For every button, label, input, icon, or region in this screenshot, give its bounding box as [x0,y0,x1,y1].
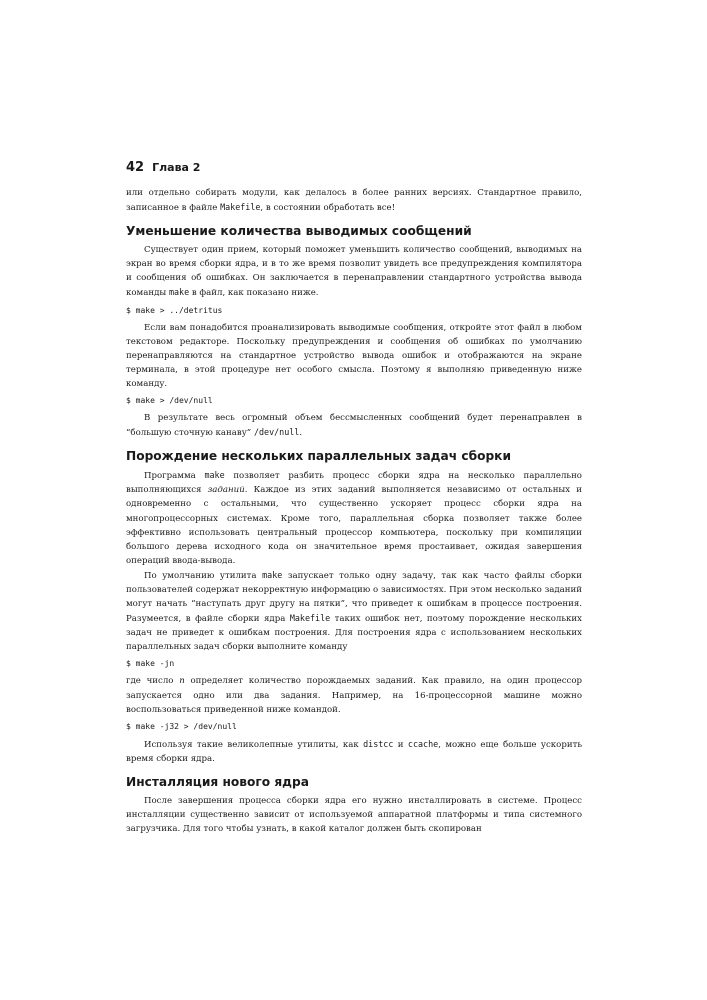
paragraph [126,568,582,655]
page-content [126,156,582,836]
text-run: Программа [144,471,205,482]
page-number: 42 [126,160,145,175]
text-run: Используя такие великолепные утилиты, как [144,739,364,750]
text-run: Существует один прием, который поможет уменьшить количество сообщений, выводимых на экран во время сборки ядра, и в то же время позволит увидеть все предупреждения компилятора и сообщения об ошибках. Он заключается в перенаправлении стандартного устройства вывода команды [126,245,582,299]
text-run: , можно еще больше ускорить время сборки ядра. [126,739,583,764]
text-run: и [393,739,408,750]
section-heading-reduce-output: Уменьшение количества выводимых сообщений [126,224,472,239]
code-inline: distcc [363,738,394,749]
paragraph: Если вам понадобится проанализировать выводимые сообщения, откройте этот файл в любом текстовом редакторе. Поскольку предупреждения и сообщения об ошибках по умолчанию перенаправляются на стандартное устройство вывода ошибок и отображаются на экране терминала, в этой процедуре нет особого смысла. Поэтому я выполняю приведенную ниже команду. [126,322,582,389]
code-inline: Makefile [220,202,261,213]
code-block: $ make > /dev/null [126,396,213,406]
intro-paragraph [126,186,582,215]
paragraph [126,737,582,766]
text-run: где число [126,676,180,687]
paragraph [126,468,582,568]
paragraph [126,243,582,300]
code-block: $ make -j32 > /dev/null [126,721,237,731]
code-block: $ make -jn [126,659,175,669]
code-inline: make [262,569,283,580]
code-inline: make [204,470,225,481]
code-inline: Makefile [289,613,331,624]
emphasis: n [179,676,185,687]
section-heading-parallel-jobs: Порождение нескольких параллельных задач сборки [126,449,511,464]
text-run: . [299,428,303,439]
text-run: По умолчанию утилита [144,570,263,581]
text-run: В результате весь огромный объем бессмысленных сообщений будет перенаправлен в “большую сточную канаву” [126,413,582,439]
text-run: определяет количество порождаемых заданий. Как правило, на один процессор запускается одно или два задания. Например, на 16-процессорной машине можно воспользоваться приведенной ниже командой. [126,676,582,715]
text-run: запускает только одну задачу, так как часто файлы сборки пользователей содержат некорректную информацию о зависимостях. При этом несколько заданий могут начать “наступать друг другу на пятки”, что приведет к ошибкам в процессе построения. Разумеется, в файле сборки ядра [126,570,582,625]
section-heading-install-kernel: Инсталляция нового ядра [126,774,309,789]
text-run: , в состоянии обработать все! [260,203,396,214]
paragraph: После завершения процесса сборки ядра его нужно инсталлировать в системе. Процесс инсталляции существенно зависит от используемой аппаратной платформы и типа системного загрузчика. Для того чтобы узнать, в какой каталог должен быть скопирован [126,795,582,835]
text-run: позволяет разбить процесс сборки ядра на несколько параллельно выполняющихся [126,471,582,496]
code-inline: ccache [407,738,439,749]
emphasis: заданий [207,485,245,496]
paragraph [126,674,582,716]
code-inline: make [168,287,190,298]
text-run: или отдельно собирать модули, как делалось в более ранних версиях. Стандартное правило, записанное в файле [126,188,582,214]
text-run: в файл, как показано ниже. [189,288,319,299]
text-run: таких ошибок нет, поэтому порождение нескольких задач не приведет к ошибкам построения. Для построения ядра с использованием нескольких параллельных задач сборки выполните команду [126,614,582,653]
chapter-label: Глава 2 [152,161,201,174]
paragraph [126,411,582,440]
code-inline: /dev/null [253,427,300,438]
code-block: $ make > ../detritus [126,305,223,315]
running-header [126,156,582,180]
text-run: . Каждое из этих заданий выполняется независимо от остальных и одновременно с остальными, что существенно ускоряет процесс сборки ядра на многопроцессорных системах. Кроме того, параллельная сборка позволяет также более эффективно использовать центральный процессор компьютера, поскольку при компиляции большого дерева исходного кода он значительное время простаивает, ожидая завершения операций ввода-вывода. [126,485,582,566]
